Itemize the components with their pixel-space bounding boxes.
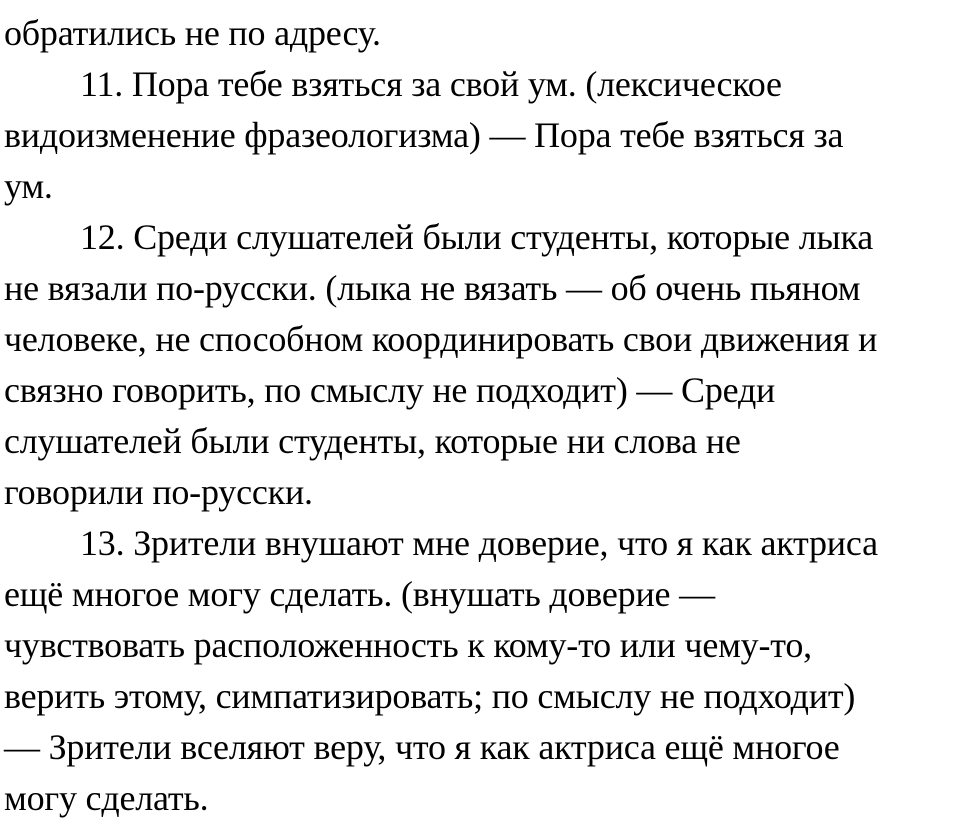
text-line: человеке, не способном координировать свои движения и	[4, 319, 878, 359]
text-line: ещё многое могу сделать. (внушать доверие —	[4, 574, 715, 614]
text-line: слушателей были студенты, которые ни слова не	[4, 421, 741, 461]
text-line: чувствовать расположенность к кому-то или чему-то,	[4, 625, 812, 665]
text-line: не вязали по-русски. (лыка не вязать — об очень пьяном	[4, 268, 861, 308]
text-line: ум.	[4, 166, 53, 206]
text-line-item-12: 12. Среди слушателей были студенты, которые лыка	[80, 217, 873, 257]
text-line-item-11: 11. Пора тебе взяться за свой ум. (лексическое	[80, 64, 782, 104]
text-line: связно говорить, по смыслу не подходит) — Среди	[4, 370, 776, 410]
text-line: видоизменение фразеологизма) — Пора тебе взяться за	[4, 115, 844, 155]
text-line: — Зрители вселяют веру, что я как актриса ещё многое	[4, 727, 840, 767]
text-line: верить этому, симпатизировать; по смыслу не подходит)	[4, 676, 856, 716]
text-line: обратились не по адресу.	[4, 13, 381, 53]
text-line-item-13: 13. Зрители внушают мне доверие, что я как актриса	[80, 523, 878, 563]
text-line: говорили по-русски.	[4, 472, 313, 512]
text-line: могу сделать.	[4, 778, 209, 818]
